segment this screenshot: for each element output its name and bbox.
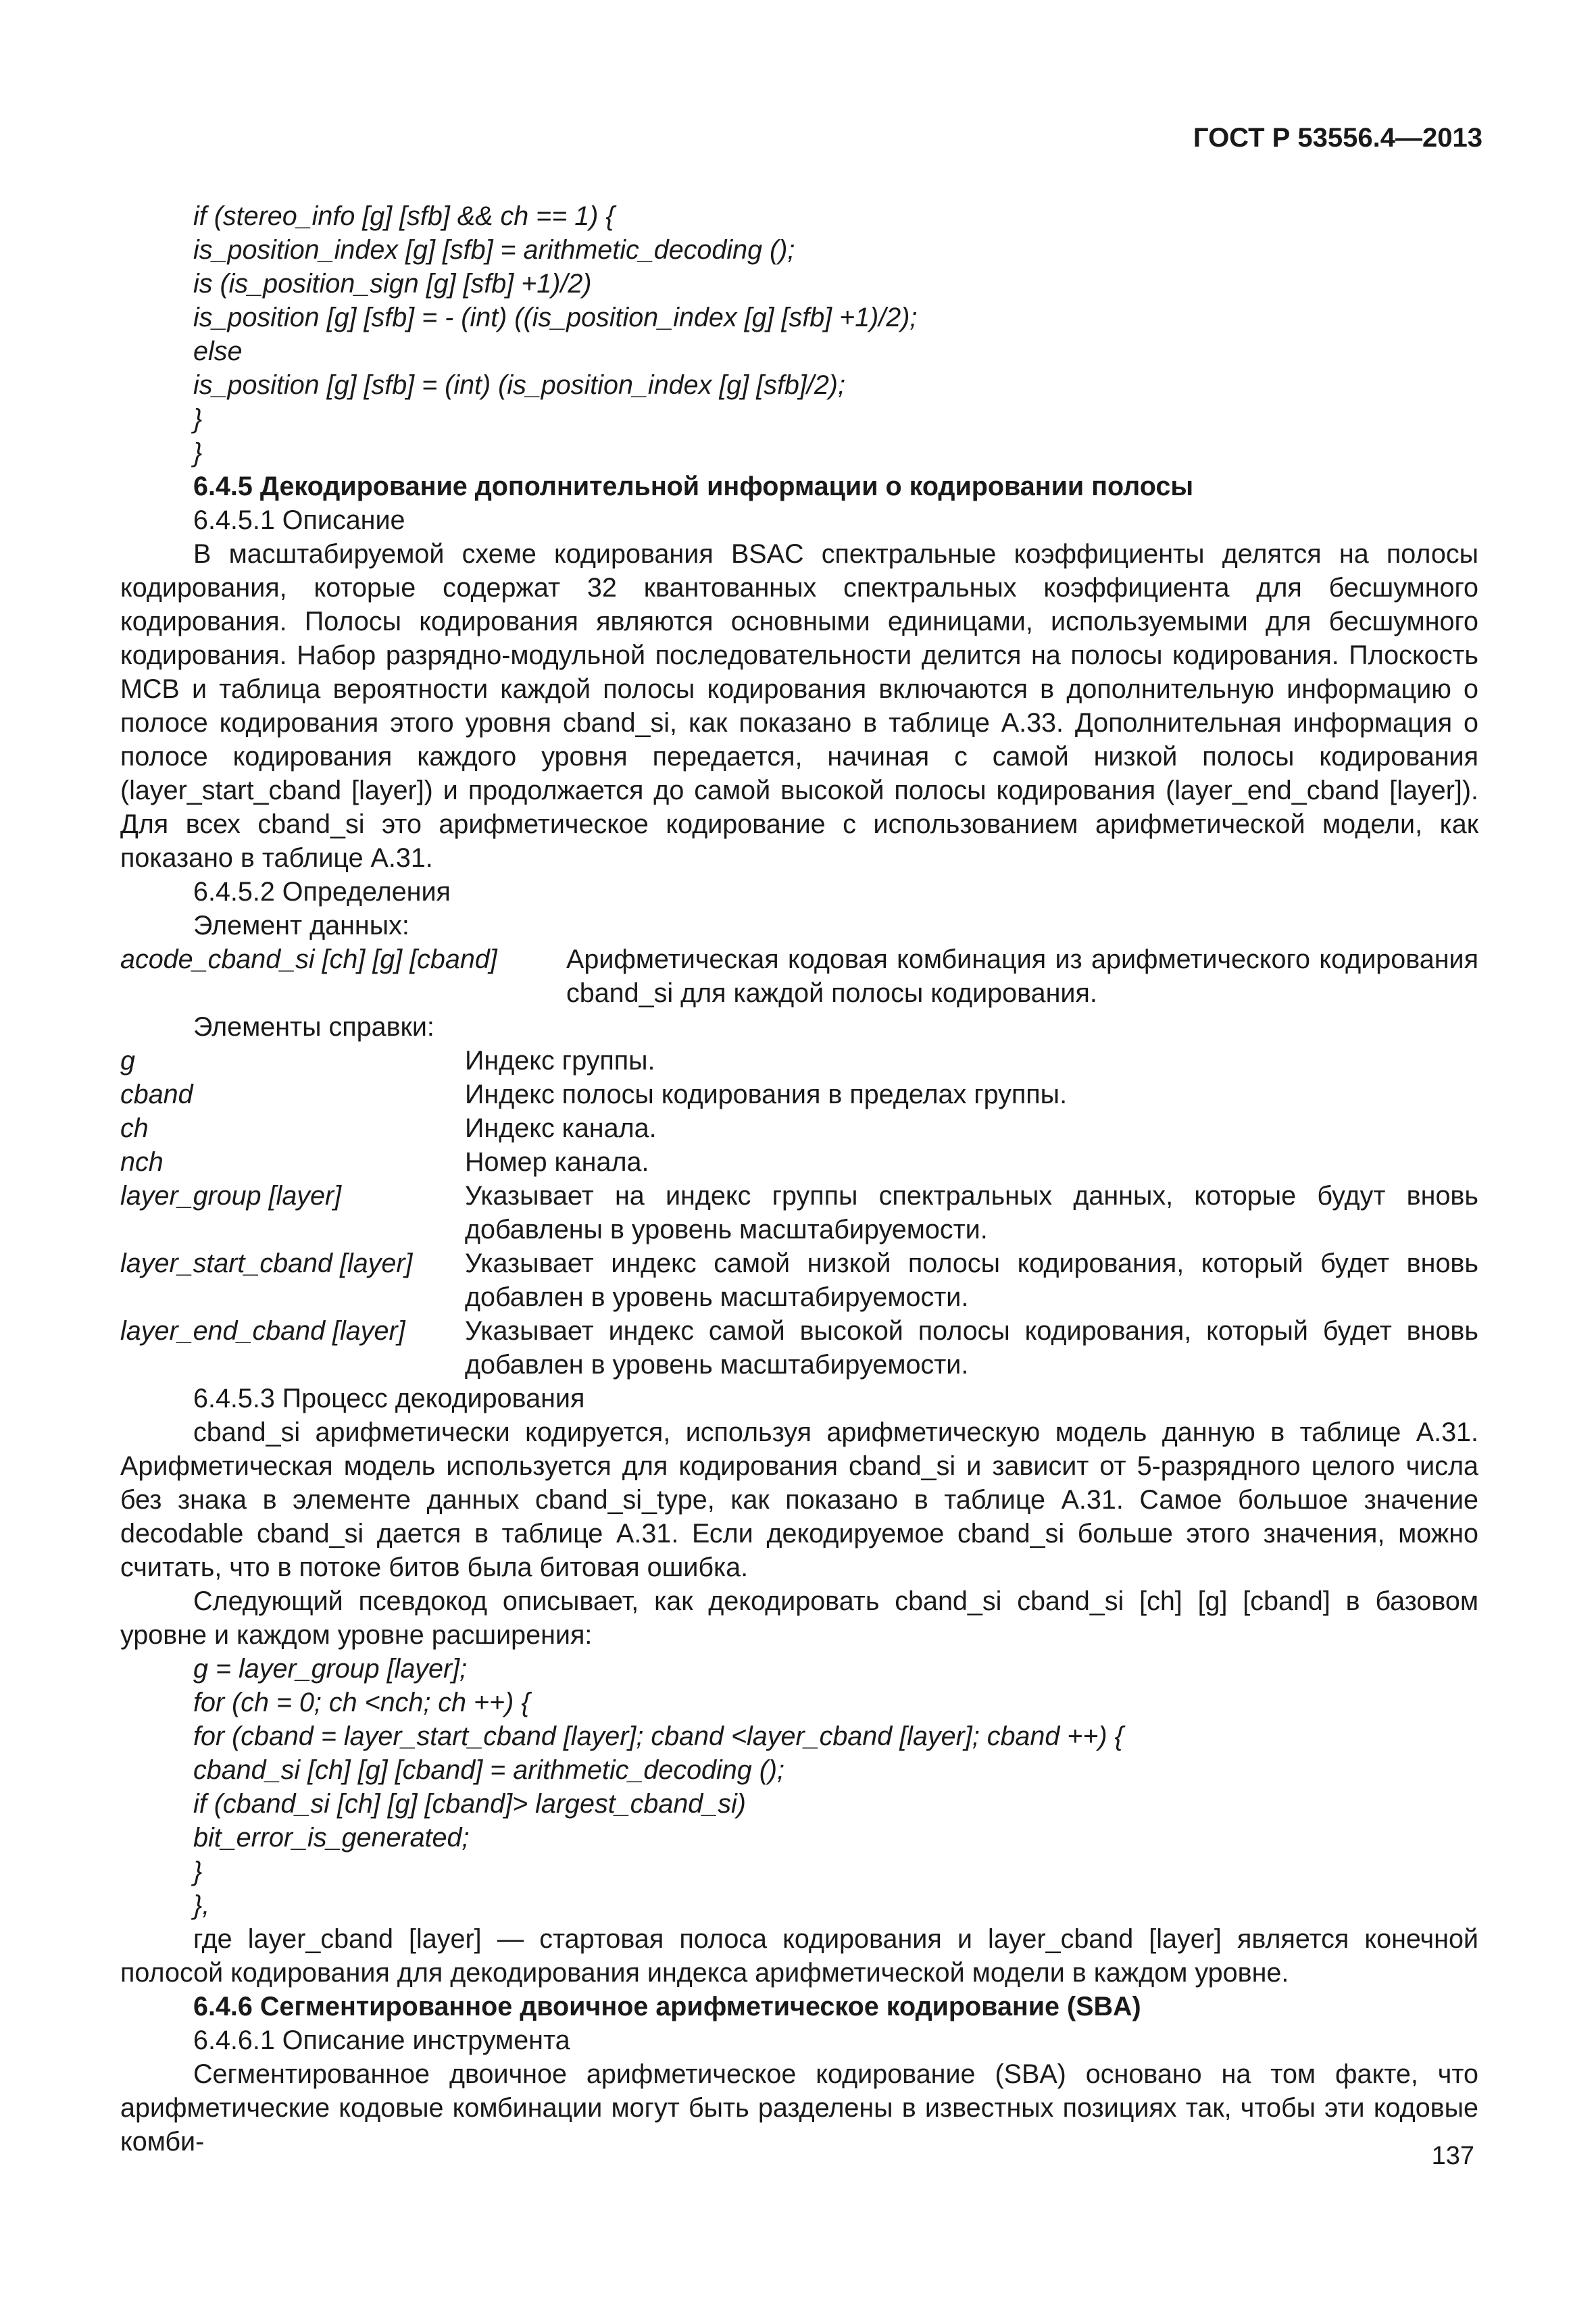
page-content — [120, 199, 1478, 2159]
code-line: cband_si [ch] [g] [cband] = arithmetic_decoding (); — [193, 1755, 784, 1785]
code-line: } — [193, 438, 203, 468]
reference-desc: Указывает на индекс группы спектральных данных, которые будут вновь добавлены в уровень масштабируемости. — [465, 1181, 1478, 1244]
definition-term: acode_cband_si [ch] [g] [cband] — [120, 945, 497, 974]
reference-desc: Указывает индекс самой низкой полосы кодирования, который будет вновь добавлен в уровень масштабируемости. — [465, 1249, 1478, 1312]
reference-term: g — [120, 1046, 135, 1076]
subsection-6-4-5-2: 6.4.5.2 Определения — [193, 877, 451, 907]
data-element-label: Элемент данных: — [193, 911, 409, 940]
paragraph-description: В масштабируемой схеме кодирования BSAC спектральные коэффициенты делятся на полосы кодирования, которые содержат 32 квантованных спектральных коэффициента для бесшумного кодирования. Полосы кодирования являются основными единицами, используемыми для бесшумного кодирования. Набор разрядно-модульной последовательности делится на полосы кодирования. Плоскость MCB и таблица вероятности каждой полосы кодирования включаются в дополнительную информацию о полосе кодирования этого уровня cband_si, как показано в таблице А.33. Дополнительная информация о полосе кодирования каждого уровня передается, начиная с самой низкой полосы кодирования (layer_start_cband [layer]) и продолжается до самой высокой полосы кодирования (layer_end_cband [layer]). Для всех cband_si это арифметическое кодирование с использованием арифметической модели, как показано в таблице А.31. — [120, 539, 1478, 873]
reference-term: cband — [120, 1080, 193, 1109]
reference-term: layer_group [layer] — [120, 1181, 342, 1211]
reference-desc: Индекс канала. — [465, 1113, 657, 1143]
reference-row — [120, 1314, 1478, 1382]
reference-row — [120, 1179, 1478, 1247]
code-line: for (ch = 0; ch <nch; ch ++) { — [193, 1688, 530, 1717]
reference-desc: Указывает индекс самой высокой полосы кодирования, который будет вновь добавлен в уровень масштабируемости. — [465, 1316, 1478, 1380]
reference-row — [120, 1145, 1478, 1179]
reference-term: nch — [120, 1147, 164, 1177]
page-header-standard: ГОСТ Р 53556.4—2013 — [1193, 123, 1482, 153]
reference-row — [120, 1078, 1478, 1111]
section-heading-6-4-6: 6.4.6 Сегментированное двоичное арифметическое кодирование (SBA) — [193, 1992, 1141, 2021]
code-line: if (cband_si [ch] [g] [cband]> largest_cband_si) — [193, 1789, 746, 1819]
reference-desc: Индекс группы. — [465, 1046, 655, 1076]
data-element-definition — [120, 942, 1478, 1010]
code-line: for (cband = layer_start_cband [layer]; cband <layer_cband [layer]; cband ++) { — [193, 1721, 1124, 1751]
definition-desc: Арифметическая кодовая комбинация из арифметического кодирования cband_si для каждой полосы кодирования. — [566, 945, 1478, 1008]
code-line: } — [193, 1857, 203, 1886]
code-line: is_position_index [g] [sfb] = arithmetic_decoding (); — [193, 235, 795, 265]
code-block-1 — [120, 199, 1478, 470]
reference-desc: Индекс полосы кодирования в пределах группы. — [465, 1080, 1068, 1109]
subsection-6-4-5-3: 6.4.5.3 Процесс декодирования — [193, 1384, 585, 1413]
code-line: g = layer_group [layer]; — [193, 1654, 468, 1684]
code-line: bit_error_is_generated; — [193, 1823, 470, 1853]
code-line: else — [193, 336, 243, 366]
reference-desc: Номер канала. — [465, 1147, 649, 1177]
code-line: } — [193, 404, 203, 434]
paragraph-decoding-process: cband_si арифметически кодируется, используя арифметическую модель данную в таблице А.31. Арифметическая модель используется для кодирования cband_si и зависит от 5-разрядного целого числа без знака в элементе данных cband_si_type, как показано в таблице А.31. Самое большое значение decodable cband_si дается в таблице А.31. Если декодируемое cband_si больше этого значения, можно считать, что в потоке битов была битовая ошибка. — [120, 1417, 1478, 1582]
code-line: is (is_position_sign [g] [sfb] +1)/2) — [193, 269, 592, 299]
subsection-6-4-5-1: 6.4.5.1 Описание — [193, 505, 405, 535]
reference-term: layer_end_cband [layer] — [120, 1316, 405, 1346]
paragraph-where: где layer_cband [layer] — стартовая полоса кодирования и layer_cband [layer] является конечной полосой кодирования для декодирования индекса арифметической модели в каждом уровне. — [120, 1924, 1478, 1988]
reference-term: layer_start_cband [layer] — [120, 1249, 413, 1278]
paragraph-pseudocode-intro: Следующий псевдокод описывает, как декодировать cband_si cband_si [ch] [g] [cband] в базовом уровне и каждом уровне расширения: — [120, 1586, 1478, 1650]
reference-elements-label: Элементы справки: — [193, 1012, 434, 1042]
page-number: 137 — [1431, 2142, 1474, 2170]
code-line: if (stereo_info [g] [sfb] && ch == 1) { — [193, 201, 615, 231]
code-block-2 — [120, 1652, 1478, 1922]
reference-row — [120, 1044, 1478, 1078]
reference-row — [120, 1111, 1478, 1145]
code-line: }, — [193, 1890, 210, 1920]
code-line: is_position [g] [sfb] = (int) (is_position_index [g] [sfb]/2); — [193, 370, 845, 400]
subsection-6-4-6-1: 6.4.6.1 Описание инструмента — [193, 2026, 570, 2055]
paragraph-sba-description: Сегментированное двоичное арифметическое кодирование (SBA) основано на том факте, что арифметические кодовые комбинации могут быть разделены в известных позициях так, чтобы эти кодовые комби- — [120, 2059, 1478, 2157]
code-line: is_position [g] [sfb] = - (int) ((is_position_index [g] [sfb] +1)/2); — [193, 303, 918, 332]
section-heading-6-4-5: 6.4.5 Декодирование дополнительной информации о кодировании полосы — [193, 472, 1194, 501]
reference-term: ch — [120, 1113, 149, 1143]
reference-row — [120, 1247, 1478, 1314]
